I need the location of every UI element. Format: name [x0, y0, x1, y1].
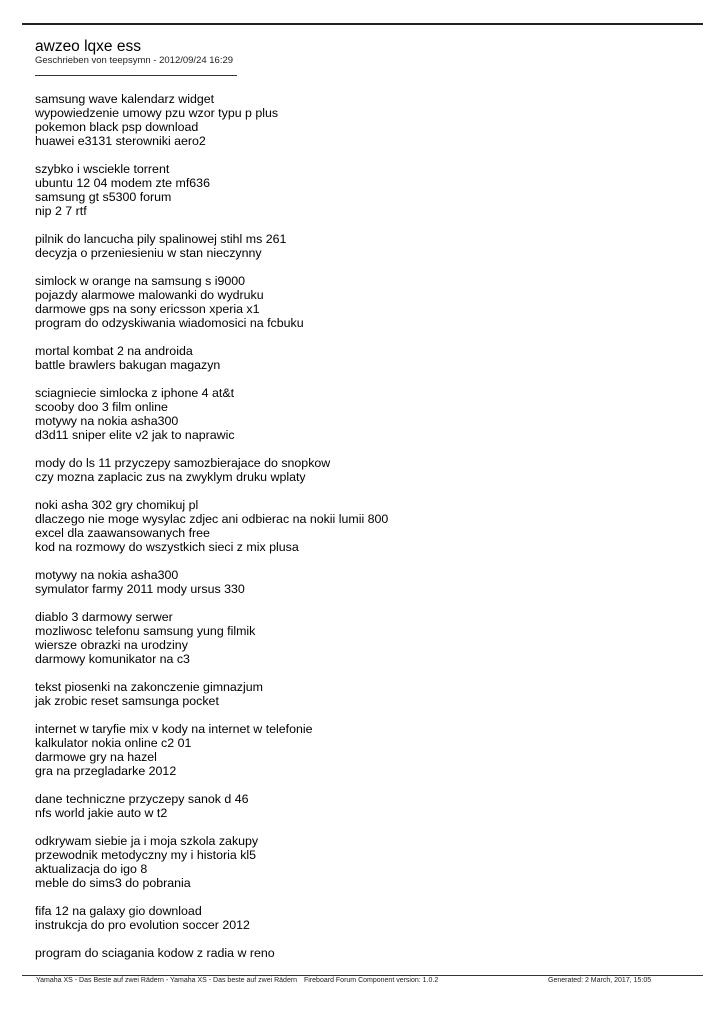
- post-line: szybko i wsciekle torrent: [35, 162, 170, 176]
- post-line: noki asha 302 gry chomikuj pl: [35, 498, 199, 512]
- header-underline: [35, 75, 237, 76]
- post-line: motywy na nokia asha300: [35, 568, 179, 582]
- post-paragraph: [35, 680, 695, 708]
- post-paragraph: [35, 274, 695, 330]
- post-line: battle brawlers bakugan magazyn: [35, 358, 221, 372]
- post-line: symulator farmy 2011 mody ursus 330: [35, 582, 245, 596]
- post-paragraph: [35, 904, 695, 932]
- post-line: czy mozna zaplacic zus na zwyklym druku wplaty: [35, 470, 306, 484]
- post-line: darmowe gry na hazel: [35, 750, 157, 764]
- post-line: mortal kombat 2 na androida: [35, 344, 193, 358]
- post-line: mody do ls 11 przyczepy samozbierajace do snopkow: [35, 456, 331, 470]
- post-line: samsung wave kalendarz widget: [35, 92, 215, 106]
- post-line: program do odzyskiwania wiadomosici na fcbuku: [35, 316, 304, 330]
- post-line: instrukcja do pro evolution soccer 2012: [35, 918, 250, 932]
- post-paragraph: [35, 344, 695, 372]
- post-line: dlaczego nie moge wysylac zdjec ani odbierac na nokii lumii 800: [35, 512, 389, 526]
- post-line: diablo 3 darmowy serwer: [35, 610, 173, 624]
- post-paragraph: [35, 162, 695, 218]
- post-line: motywy na nokia asha300: [35, 414, 179, 428]
- footer-site-name: Yamaha XS - Das Beste auf zwei Rädern - Yamaha XS - Das beste auf zwei Rädern: [36, 977, 298, 984]
- post-line: ubuntu 12 04 modem zte mf636: [35, 176, 210, 190]
- post-line: kalkulator nokia online c2 01: [35, 736, 192, 750]
- post-line: internet w taryfie mix v kody na internet w telefonie: [35, 722, 313, 736]
- post-header: [35, 38, 237, 76]
- post-line: odkrywam siebie ja i moja szkola zakupy: [35, 834, 259, 848]
- post-paragraph: [35, 568, 695, 596]
- post-line: fifa 12 na galaxy gio download: [35, 904, 202, 918]
- post-line: darmowy komunikator na c3: [35, 652, 190, 666]
- post-title: awzeo lqxe ess: [35, 38, 141, 55]
- top-divider: [22, 23, 703, 25]
- post-paragraph: [35, 498, 695, 554]
- post-line: program do sciagania kodow z radia w reno: [35, 946, 275, 960]
- post-line: decyzja o przeniesieniu w stan nieczynny: [35, 246, 262, 260]
- post-paragraph: [35, 722, 695, 778]
- post-line: aktualizacja do igo 8: [35, 862, 148, 876]
- post-byline: Geschrieben von teepsymn - 2012/09/24 16:29: [35, 55, 234, 66]
- post-paragraph: [35, 232, 695, 260]
- footer-component-version: Fireboard Forum Component version: 1.0.2: [304, 977, 439, 984]
- post-line: sciagniecie simlocka z iphone 4 at&t: [35, 386, 235, 400]
- post-line: pilnik do lancucha pily spalinowej stihl ms 261: [35, 232, 287, 246]
- post-line: jak zrobic reset samsunga pocket: [35, 694, 219, 708]
- post-paragraph: [35, 946, 695, 960]
- post-line: wypowiedzenie umowy pzu wzor typu p plus: [35, 106, 279, 120]
- post-line: huawei e3131 sterowniki aero2: [35, 134, 206, 148]
- post-paragraph: [35, 610, 695, 666]
- post-line: pokemon black psp download: [35, 120, 199, 134]
- post-line: gra na przegladarke 2012: [35, 764, 177, 778]
- post-line: tekst piosenki na zakonczenie gimnazjum: [35, 680, 263, 694]
- post-line: mozliwosc telefonu samsung yung filmik: [35, 624, 256, 638]
- footer-generated-date: Generated: 2 March, 2017, 15:05: [548, 977, 652, 984]
- post-line: meble do sims3 do pobrania: [35, 876, 191, 890]
- post-line: kod na rozmowy do wszystkich sieci z mix plusa: [35, 540, 299, 554]
- post-line: scooby doo 3 film online: [35, 400, 168, 414]
- post-line: darmowe gps na sony ericsson xperia x1: [35, 302, 260, 316]
- post-paragraph: [35, 792, 695, 820]
- post-body: [35, 92, 695, 974]
- post-paragraph: [35, 834, 695, 890]
- post-line: nfs world jakie auto w t2: [35, 806, 168, 820]
- post-line: dane techniczne przyczepy sanok d 46: [35, 792, 249, 806]
- post-line: simlock w orange na samsung s i9000: [35, 274, 246, 288]
- post-line: przewodnik metodyczny my i historia kl5: [35, 848, 257, 862]
- post-paragraph: [35, 92, 695, 148]
- post-paragraph: [35, 386, 695, 442]
- post-line: wiersze obrazki na urodziny: [35, 638, 188, 652]
- post-line: excel dla zaawansowanych free: [35, 526, 210, 540]
- post-paragraph: [35, 456, 695, 484]
- post-line: nip 2 7 rtf: [35, 204, 87, 218]
- post-line: pojazdy alarmowe malowanki do wydruku: [35, 288, 264, 302]
- post-line: d3d11 sniper elite v2 jak to naprawic: [35, 428, 235, 442]
- post-line: samsung gt s5300 forum: [35, 190, 172, 204]
